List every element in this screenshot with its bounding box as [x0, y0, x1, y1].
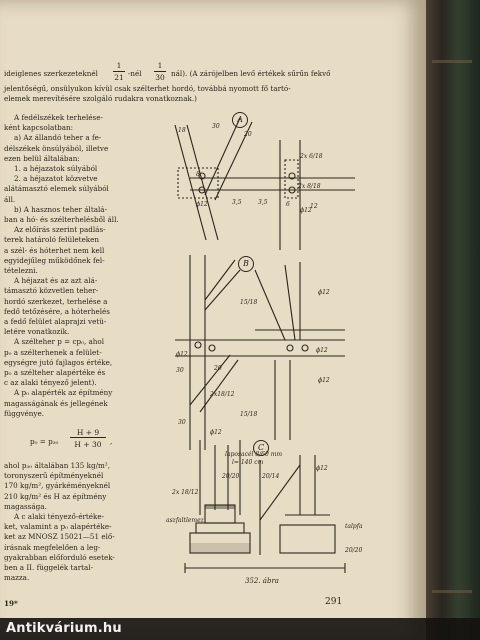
- dimension-label: 15/18: [240, 411, 258, 418]
- body-text-line: hordó szerkezet, terhelése a: [4, 296, 108, 306]
- intro-text: jelentőségű, onsülyukon kívül csak szélterhet hordó, továbbá nyomott fő tartó-: [4, 84, 291, 93]
- body-text-line: ben a II. függelék tartal-: [4, 563, 94, 572]
- body-text-line: ket az MNOSZ 15021—51 elő-: [4, 532, 115, 542]
- detail-marker-c: C: [253, 440, 269, 456]
- watermark-text: Antikvárium.hu: [6, 621, 122, 636]
- body-text-line: ahol p₃₀ általában 135 kg/m²,: [4, 461, 110, 470]
- body-text-line: áll.: [4, 194, 16, 204]
- dimension-label: 20/20: [345, 547, 363, 554]
- dimension-label: 20: [244, 131, 252, 138]
- body-text-line: a szél- és hóterhet nem kell: [4, 245, 105, 255]
- body-text-line: p₀ a szélteher alapértéke és: [4, 368, 106, 377]
- dimension-label: ϕ12: [210, 429, 222, 436]
- intro-text: ideiglenes szerkezeteknél: [4, 69, 98, 78]
- dimension-label: ϕ12: [318, 377, 330, 384]
- body-text-line: toronyszerű építményeknél: [4, 471, 104, 481]
- body-text-line: letére vonatkozik.: [4, 327, 70, 337]
- dimension-label: ϕ12: [196, 201, 208, 208]
- body-text-line: ként kapcsolatban:: [4, 123, 74, 133]
- dimension-label: ϕ12: [300, 207, 312, 214]
- dimension-label: aszfaltlemez: [166, 517, 204, 524]
- body-text-line: p₀ a szélterhenek a felület-: [4, 347, 102, 357]
- body-text-line: ket, valamint a p₀ alapértéke-: [4, 522, 112, 532]
- dimension-label: 15/18: [240, 299, 258, 306]
- body-text-line: a) Az állandó teher a fe-: [14, 133, 102, 143]
- dimension-label: 12: [310, 203, 318, 210]
- dimension-label: ϕ12: [318, 289, 330, 296]
- body-text-line: A p₀ alapérték az építmény: [14, 388, 113, 398]
- body-text-line: írásnak megfelelően a leg-: [4, 542, 101, 552]
- formula-denominator: H + 30: [74, 440, 102, 449]
- body-text-line: 210 kg/m² és H az építmény: [4, 491, 107, 501]
- dimension-label: 2x 18/12: [172, 489, 199, 496]
- body-text-line: gyakrabban előforduló esetek-: [4, 552, 115, 562]
- body-text-line: A fedélszékek terhelése-: [14, 113, 103, 122]
- dimension-label: l= 140 cm: [232, 459, 264, 466]
- body-text-line: ezen belül általában:: [4, 153, 80, 163]
- dimension-label: talpfa: [345, 523, 363, 530]
- dimension-label: 30: [176, 367, 184, 374]
- body-text-line: a fedő felület alaprajzi vetü-: [4, 317, 107, 326]
- page-number: 291: [325, 597, 343, 607]
- body-text-line: alátámasztó elemek súlyából: [4, 184, 109, 194]
- intro-text: -nél: [128, 69, 142, 78]
- dimension-label: laposacél 8/60 mm: [225, 451, 283, 458]
- body-text-line: függvénye.: [4, 408, 45, 418]
- dimension-label: ϕ12: [176, 351, 188, 358]
- body-text-line: tételezni.: [4, 266, 38, 275]
- dimension-label: 20/14: [262, 473, 280, 480]
- dimension-label: 3,5: [232, 199, 242, 206]
- dimension-label: ϕ12: [316, 347, 328, 354]
- body-text-line: terek határoló felületeken: [4, 235, 100, 245]
- dimension-label: 6: [286, 201, 290, 208]
- dimension-label: 30: [212, 123, 220, 130]
- formula-lhs: p₀ = p₃₀: [30, 437, 59, 446]
- dimension-label: 2x18/12: [210, 391, 235, 398]
- body-text-line: 170 kg/m², gyárkéményeknél: [4, 481, 111, 491]
- formula-comma: ,: [110, 437, 113, 446]
- body-text-line: mazza.: [4, 573, 30, 583]
- body-text-line: egyidejűleg működőnek fel-: [4, 255, 105, 265]
- intro-text: elemek merevítésére szolgáló rudakra vonatkoznak.): [4, 94, 197, 103]
- body-text-line: A szélteher p = cp₀, ahol: [14, 337, 105, 347]
- dimension-label: ϕ12: [316, 465, 328, 472]
- dimension-label: 18: [178, 127, 186, 134]
- formula-numerator: H + 9: [76, 428, 100, 437]
- body-text-line: Az előírás szerint padlás-: [14, 225, 106, 235]
- body-text-line: c az alaki tényező jelent).: [4, 378, 97, 388]
- body-text-line: délszékek önsúlyából, illetve: [4, 143, 109, 153]
- body-text-line: A c alaki tényező-értéke-: [14, 512, 105, 521]
- fraction-numerator: 1: [116, 61, 122, 70]
- dimension-label: 3,5: [258, 199, 268, 206]
- fraction-denominator: 21: [114, 73, 124, 82]
- dimension-label: 2x 6/18: [300, 153, 323, 160]
- dimension-label: 2x 8/18: [298, 183, 321, 190]
- figure-caption: 352. ábra: [245, 577, 279, 585]
- detail-marker-b: B: [238, 256, 254, 272]
- body-text-line: támasztó közvetlen teher-: [4, 286, 99, 296]
- body-text-line: magassága.: [4, 501, 47, 511]
- detail-marker-a: A: [232, 112, 248, 128]
- dimension-label: 20: [214, 365, 222, 372]
- watermark-bar: [0, 618, 480, 640]
- body-text-line: egységre jutó fajlagos értéke,: [4, 357, 113, 367]
- body-text-line: 1. a héjazatok súlyából: [14, 164, 98, 173]
- body-text-line: fedő tetőzésére, a hóterhelés: [4, 306, 110, 316]
- body-text-line: ban a hó- és szélterhelésből áll.: [4, 215, 119, 224]
- sheet-mark: 19*: [4, 599, 18, 608]
- fraction-numerator: 1: [157, 61, 163, 70]
- body-text-line: b) A hasznos teher általá-: [14, 204, 107, 214]
- body-text-line: A héjazat és az azt alá-: [14, 276, 98, 286]
- fraction-denominator: 30: [155, 73, 165, 82]
- intro-text: nál). (A zárójelben levő értékek sűrűn fekvő: [171, 69, 331, 78]
- body-text-line: magasságának és jellegének: [4, 398, 108, 408]
- dimension-label: 20/20: [222, 473, 240, 480]
- dimension-label: 30: [178, 419, 186, 426]
- dimension-label: 8: [196, 171, 200, 178]
- body-text-line: 2. a héjazatot közvetve: [14, 174, 98, 184]
